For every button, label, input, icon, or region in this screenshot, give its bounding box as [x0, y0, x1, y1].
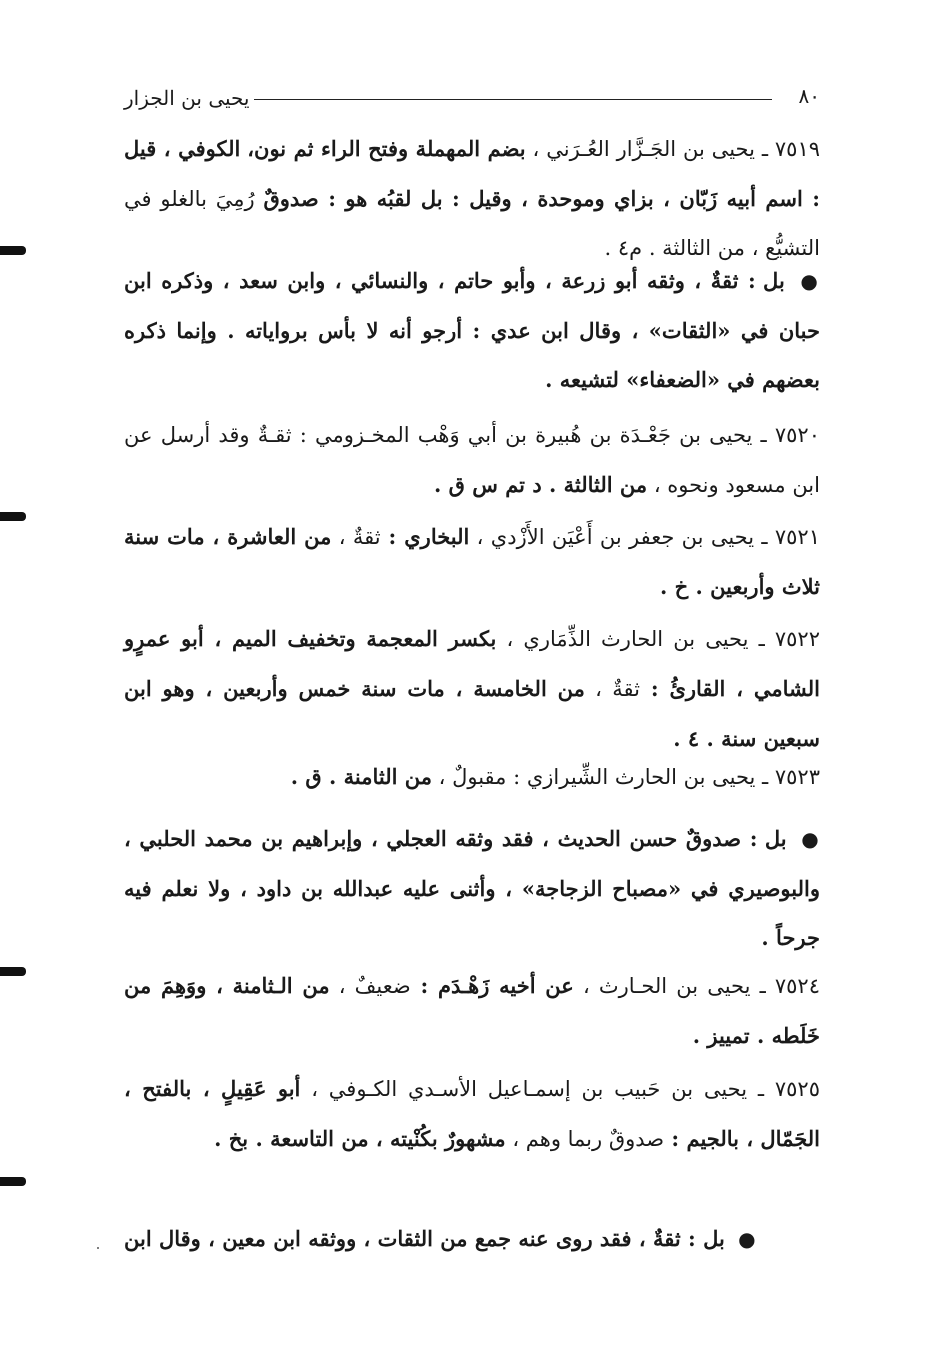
comment-7523 — [124, 814, 820, 962]
entry-text-bold: من العاشرة ، مات سنة ثلاث وأربعين . خ . — [124, 524, 820, 599]
entry-text-bold: عن أخيه زَهْـدَم : — [410, 973, 574, 998]
entry-number: ٧٥٢٤ ـ — [759, 974, 820, 998]
entry-number: ٧٥١٩ ـ — [761, 137, 821, 161]
entry-text: ثقةٌ ، — [331, 525, 381, 549]
entry-text: يحيى بن الحارث الذِّمَاري ، — [496, 627, 749, 651]
entry-text: صدوقٌ ربما وهم ، — [505, 1127, 665, 1151]
scan-edge-mark — [0, 1177, 26, 1186]
entry-7521 — [124, 512, 820, 612]
entry-text: رُمِيَ بالغلو في التشيُّع ، من الثالثة . م٤ . — [124, 187, 820, 260]
page-number: ٨٠ — [798, 84, 820, 108]
entry-7519 — [124, 124, 820, 273]
entry-text: يحيى بن جَعْـدَة بن هُبيرة بن أبي وَهْب المخـزومي : ثقـةٌ وقد أرسل عن ابن مسعود ونحوه ، — [124, 423, 820, 497]
bullet-icon: ● — [738, 1227, 756, 1251]
scan-speck — [97, 1247, 99, 1249]
entry-text-bold: بكسر المعجمة وتخفيف الميم ، أبو عمرٍو الشامي ، القارئُ : — [124, 626, 820, 701]
entry-text-bold: من الخامسة ، مات سنة خمس وأربعين ، وهو ابن سبعين سنة . ٤ . — [124, 676, 820, 751]
entry-7524 — [124, 961, 820, 1061]
comment-text: بل : ثقةٌ ، فقد روى عنه جمع من الثقات ، ووثقه ابن معين ، وقال ابن — [124, 1226, 725, 1251]
entry-text: يحيى بن الحارث الشِّيرازي : مقبولٌ ، — [431, 765, 756, 789]
entry-7525 — [124, 1064, 820, 1164]
comment-7525 — [124, 1214, 820, 1264]
entry-text-bold: مشهورٌ بكُنْيته ، من التاسعة . بخ . — [214, 1126, 506, 1151]
entry-text: يحيى بن الحـارث ، — [573, 974, 751, 998]
entry-text-bold: من الثالثة . د تم س ق . — [434, 472, 648, 497]
entry-text: ضعيفٌ ، — [329, 974, 411, 998]
comment-text: بل : صدوقٌ حسن الحديث ، فقد وثقه العجلي ، وإبراهيم بن محمد الحلبي ، والبوصيري في «مصباح الزجاجة» ، وأثنى عليه عبدالله بن داود ، ولا نعلم فيه جرحاً . — [124, 826, 820, 950]
running-title: يحيى بن الجزار — [124, 86, 250, 110]
entry-text-bold: بضم المهملة وفتح الراء ثم نون، — [247, 136, 526, 161]
bullet-icon: ● — [800, 269, 821, 293]
entry-text-bold: البخاري : — [380, 524, 470, 549]
entry-text: يحيى بن جعفر بن أَعْيَن الأَزْدي ، — [469, 525, 755, 549]
running-header — [124, 82, 820, 122]
entry-7522 — [124, 614, 820, 764]
entry-7520 — [124, 411, 820, 510]
entry-number: ٧٥٢٢ ـ — [758, 627, 820, 651]
scan-edge-mark — [0, 246, 26, 255]
entry-text: يحيى بن الجَـزَّار العُـرَني ، — [525, 137, 755, 161]
entry-7523 — [200, 752, 820, 802]
comment-7519 — [124, 256, 820, 404]
entry-text: يحيى بن حَبيب بن إسمـاعيل الأسـدي الكـوفي ، — [300, 1077, 748, 1101]
entry-number: ٧٥٢٣ ـ — [762, 765, 820, 789]
entry-text-bold: أبو عَقِيلٍ ، بالفتح ، الجَمّال ، بالجيم : — [124, 1076, 820, 1151]
entry-text-bold: من الثامنة . ق . — [290, 764, 432, 789]
entry-number: ٧٥٢١ ـ — [761, 525, 820, 549]
header-rule — [254, 99, 772, 100]
scan-edge-mark — [0, 512, 26, 521]
bullet-icon: ● — [801, 827, 820, 851]
comment-text: بل : ثقةٌ ، وثقه أبو زرعة ، وأبو حاتم ، والنسائي ، وابن سعد ، وذكره ابن حبان في «الثقات» ، وقال ابن عدي : أرجو أنه لا بأس برواياته . وإنما ذكره بعضهم في «الضعفاء» لتشيعه . — [124, 268, 820, 392]
entry-text: ثقةٌ ، — [584, 677, 640, 701]
scan-edge-mark — [0, 967, 26, 976]
entry-number: ٧٥٢٥ ـ — [757, 1077, 820, 1101]
entry-number: ٧٥٢٠ ـ — [760, 423, 820, 447]
entry-text-bold: الكوفي ، قيل : اسم أبيه زَبّان ، بزاي وموحدة ، وقيل : بل لقبُه هو : صدوقٌ — [124, 136, 820, 211]
entry-text-bold: من الـثامنة ، ووَهِمَ من خَلَطه . تمييز . — [124, 973, 820, 1048]
